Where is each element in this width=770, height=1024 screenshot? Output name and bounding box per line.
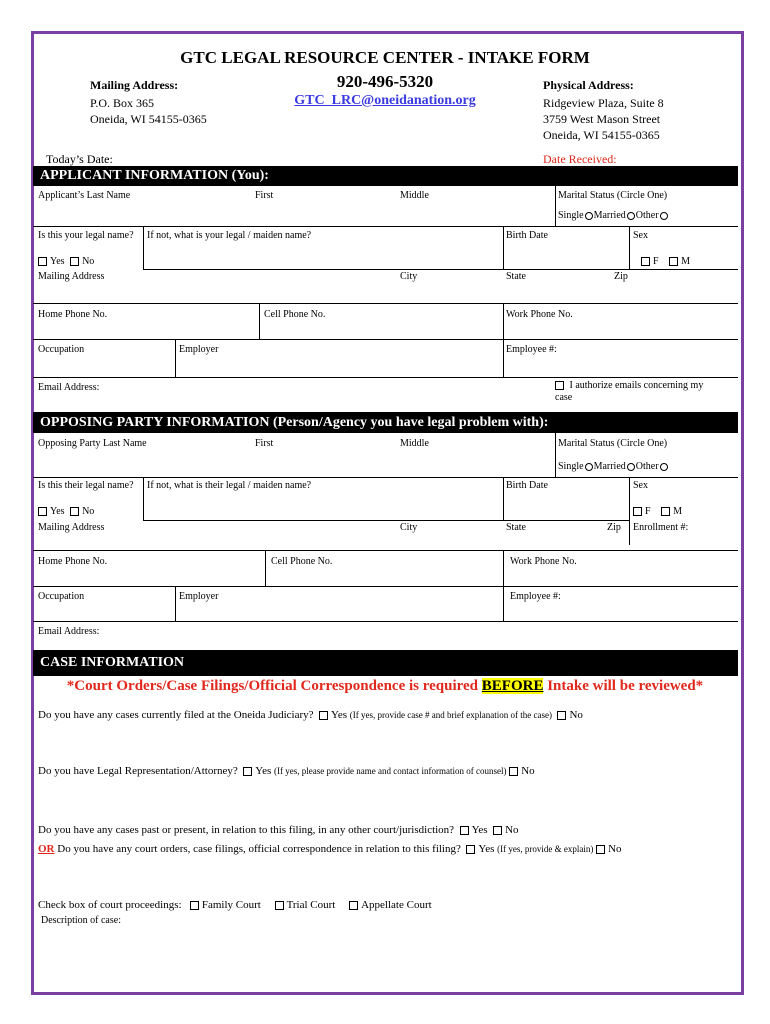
q1-note: (If yes, provide case # and brief explanation of the case) xyxy=(349,710,552,720)
applicant-legal-name-question: Is this your legal name? xyxy=(38,230,134,241)
other-option: Other xyxy=(635,210,659,221)
applicant-zip-label: Zip xyxy=(614,271,628,282)
q2-note: (If yes, please provide name and contact information of counsel) xyxy=(274,766,507,776)
divider xyxy=(33,303,738,304)
authorize-text-2: case xyxy=(555,392,573,403)
divider xyxy=(503,477,504,520)
required-notice xyxy=(0,678,770,695)
applicant-employer-label: Employer xyxy=(179,344,219,355)
male-label: M xyxy=(681,256,690,267)
other-radio-icon[interactable] xyxy=(660,212,668,220)
trial-court-label: Trial Court xyxy=(286,899,336,911)
married-option: Married xyxy=(593,461,626,472)
q3-no-checkbox-icon[interactable] xyxy=(493,826,502,835)
applicant-middle-label: Middle xyxy=(400,190,429,201)
email-link[interactable]: GTC_LRC@oneidanation.org xyxy=(294,93,476,108)
court-proceedings-row xyxy=(38,899,432,911)
opposing-mailing-label: Mailing Address xyxy=(38,522,105,533)
yes-label: Yes xyxy=(50,256,65,267)
opposing-legal-name-options[interactable] xyxy=(38,506,94,517)
applicant-state-label: State xyxy=(506,271,526,282)
opposing-last-name-label: Opposing Party Last Name xyxy=(38,438,147,449)
applicant-sex-options[interactable] xyxy=(641,256,690,267)
physical-line2: 3759 West Mason Street xyxy=(543,112,661,126)
applicant-email-authorize[interactable] xyxy=(555,380,703,404)
notice-text-end: Intake will be reviewed* xyxy=(543,678,704,694)
yes-label: Yes xyxy=(50,506,65,517)
q1-yes-checkbox-icon[interactable] xyxy=(319,711,328,720)
married-option: Married xyxy=(593,210,626,221)
q3-yes-checkbox-icon[interactable] xyxy=(460,826,469,835)
opposing-maiden-name-label: If not, what is their legal / maiden name? xyxy=(147,480,312,491)
family-court-checkbox-icon[interactable] xyxy=(190,901,199,910)
q1-yes-label: Yes xyxy=(331,709,348,721)
q3-no-label: No xyxy=(505,824,519,836)
no-label: No xyxy=(82,506,95,517)
divider xyxy=(143,520,630,521)
q2-yes-label: Yes xyxy=(255,765,272,777)
male-checkbox-icon[interactable] xyxy=(661,507,670,516)
or-label: OR xyxy=(38,843,55,855)
question-oneida-cases xyxy=(38,709,583,721)
notice-before-highlight: BEFORE xyxy=(481,678,544,694)
opposing-sex-label: Sex xyxy=(633,480,648,491)
opposing-employee-no-label: Employee #: xyxy=(510,591,561,602)
q3-yes-label: Yes xyxy=(471,824,488,836)
appellate-court-checkbox-icon[interactable] xyxy=(349,901,358,910)
female-checkbox-icon[interactable] xyxy=(633,507,642,516)
divider xyxy=(503,586,504,621)
divider xyxy=(503,339,504,377)
single-radio-icon[interactable] xyxy=(585,463,593,471)
male-label: M xyxy=(673,506,682,517)
applicant-occupation-label: Occupation xyxy=(38,344,85,355)
divider xyxy=(629,477,630,545)
applicant-last-name-label: Applicant’s Last Name xyxy=(38,190,131,201)
q2-no-checkbox-icon[interactable] xyxy=(509,767,518,776)
court-proceedings-label: Check box of court proceedings: xyxy=(38,899,182,911)
family-court-label: Family Court xyxy=(201,899,261,911)
applicant-section-header: APPLICANT INFORMATION (You): xyxy=(33,166,738,186)
no-label: No xyxy=(82,256,95,267)
case-section-header: CASE INFORMATION xyxy=(33,650,738,676)
female-checkbox-icon[interactable] xyxy=(641,257,650,266)
opposing-birth-date-label: Birth Date xyxy=(506,480,548,491)
divider xyxy=(33,377,738,378)
divider xyxy=(33,550,738,551)
divider xyxy=(143,477,144,520)
single-radio-icon[interactable] xyxy=(585,212,593,220)
divider xyxy=(503,303,504,339)
mailing-address xyxy=(90,77,207,127)
yes-checkbox-icon[interactable] xyxy=(38,257,47,266)
q4-note: (If yes, provide & explain) xyxy=(497,844,594,854)
applicant-marital-options[interactable] xyxy=(558,210,669,221)
opposing-legal-name-question: Is this their legal name? xyxy=(38,480,134,491)
applicant-city-label: City xyxy=(400,271,418,282)
physical-address xyxy=(543,77,664,143)
q1-no-label: No xyxy=(569,709,583,721)
q1-no-checkbox-icon[interactable] xyxy=(557,711,566,720)
divider xyxy=(33,586,738,587)
opposing-middle-label: Middle xyxy=(400,438,429,449)
divider xyxy=(629,226,630,269)
divider xyxy=(555,433,556,477)
question-other-jurisdiction xyxy=(38,824,519,836)
physical-line1: Ridgeview Plaza, Suite 8 xyxy=(543,96,664,110)
applicant-employee-no-label: Employee #: xyxy=(506,344,557,355)
divider xyxy=(175,339,176,377)
opposing-employer-label: Employer xyxy=(179,591,219,602)
opposing-marital-options[interactable] xyxy=(558,461,669,472)
other-option: Other xyxy=(635,461,659,472)
q2-yes-checkbox-icon[interactable] xyxy=(243,767,252,776)
opposing-first-label: First xyxy=(255,438,274,449)
divider xyxy=(33,339,738,340)
opposing-sex-options[interactable] xyxy=(633,506,682,517)
mailing-address-label: Mailing Address: xyxy=(90,78,179,92)
notice-text: *Court Orders/Case Filings/Official Correspondence is required xyxy=(66,678,482,694)
q4-no-label: No xyxy=(608,843,622,855)
physical-address-label: Physical Address: xyxy=(543,78,634,92)
applicant-cell-phone-label: Cell Phone No. xyxy=(264,309,326,320)
yes-checkbox-icon[interactable] xyxy=(38,507,47,516)
divider xyxy=(143,269,738,270)
female-label: F xyxy=(653,256,659,267)
mailing-line1: P.O. Box 365 xyxy=(90,96,155,110)
opposing-zip-label: Zip xyxy=(607,522,621,533)
physical-line3: Oneida, WI 54155-0365 xyxy=(543,128,660,142)
divider xyxy=(259,303,260,339)
applicant-mailing-label: Mailing Address xyxy=(38,271,105,282)
applicant-birth-date-label: Birth Date xyxy=(506,230,548,241)
question-text: Do you have any cases currently filed at the Oneida Judiciary? xyxy=(38,709,314,721)
opposing-home-phone-label: Home Phone No. xyxy=(38,556,108,567)
opposing-enrollment-label: Enrollment #: xyxy=(633,522,689,533)
divider xyxy=(265,550,266,586)
date-received-label: Date Received: xyxy=(543,152,617,166)
applicant-legal-name-options[interactable] xyxy=(38,256,94,267)
divider xyxy=(33,621,738,622)
mailing-line2: Oneida, WI 54155-0365 xyxy=(90,112,207,126)
applicant-sex-label: Sex xyxy=(633,230,648,241)
divider xyxy=(503,226,504,269)
applicant-maiden-name-label: If not, what is your legal / maiden name? xyxy=(147,230,312,241)
divider xyxy=(175,586,176,621)
applicant-work-phone-label: Work Phone No. xyxy=(506,309,573,320)
q2-no-label: No xyxy=(521,765,535,777)
todays-date-label: Today’s Date: xyxy=(46,152,113,166)
divider xyxy=(555,186,556,226)
male-checkbox-icon[interactable] xyxy=(669,257,678,266)
opposing-cell-phone-label: Cell Phone No. xyxy=(271,556,333,567)
opposing-marital-label: Marital Status (Circle One) xyxy=(558,438,668,449)
description-label: Description of case: xyxy=(41,915,121,926)
no-checkbox-icon[interactable] xyxy=(70,507,79,516)
opposing-state-label: State xyxy=(506,522,526,533)
opposing-section-header: OPPOSING PARTY INFORMATION (Person/Agency you have legal problem with): xyxy=(33,412,738,433)
applicant-marital-label: Marital Status (Circle One) xyxy=(558,190,668,201)
authorize-checkbox-icon[interactable] xyxy=(555,381,564,390)
appellate-court-label: Appellate Court xyxy=(361,899,432,911)
divider xyxy=(143,226,144,269)
question-text: Do you have Legal Representation/Attorney? xyxy=(38,765,238,777)
phone-number: 920-496-5320 xyxy=(336,72,434,91)
single-option: Single xyxy=(558,210,584,221)
no-checkbox-icon[interactable] xyxy=(70,257,79,266)
question-text: Do you have any court orders, case filings, official correspondence in relation to this filing? xyxy=(57,843,461,855)
authorize-text: I authorize emails concerning my xyxy=(569,380,704,391)
single-option: Single xyxy=(558,461,584,472)
divider xyxy=(33,226,738,227)
question-text: Do you have any cases past or present, in relation to this filing, in any other court/jurisdiction? xyxy=(38,824,455,836)
q4-yes-checkbox-icon[interactable] xyxy=(466,845,475,854)
opposing-email-label: Email Address: xyxy=(38,626,100,637)
opposing-city-label: City xyxy=(400,522,418,533)
form-title: GTC LEGAL RESOURCE CENTER - INTAKE FORM xyxy=(180,48,590,67)
married-radio-icon[interactable] xyxy=(627,463,635,471)
opposing-work-phone-label: Work Phone No. xyxy=(510,556,577,567)
female-label: F xyxy=(645,506,651,517)
q4-yes-label: Yes xyxy=(478,843,495,855)
question-court-orders xyxy=(38,843,622,855)
other-radio-icon[interactable] xyxy=(660,463,668,471)
question-attorney xyxy=(38,765,535,777)
opposing-occupation-label: Occupation xyxy=(38,591,85,602)
divider xyxy=(503,550,504,586)
applicant-email-label: Email Address: xyxy=(38,382,100,393)
q4-no-checkbox-icon[interactable] xyxy=(596,845,605,854)
applicant-first-label: First xyxy=(255,190,274,201)
divider xyxy=(33,477,738,478)
married-radio-icon[interactable] xyxy=(627,212,635,220)
trial-court-checkbox-icon[interactable] xyxy=(275,901,284,910)
applicant-home-phone-label: Home Phone No. xyxy=(38,309,108,320)
